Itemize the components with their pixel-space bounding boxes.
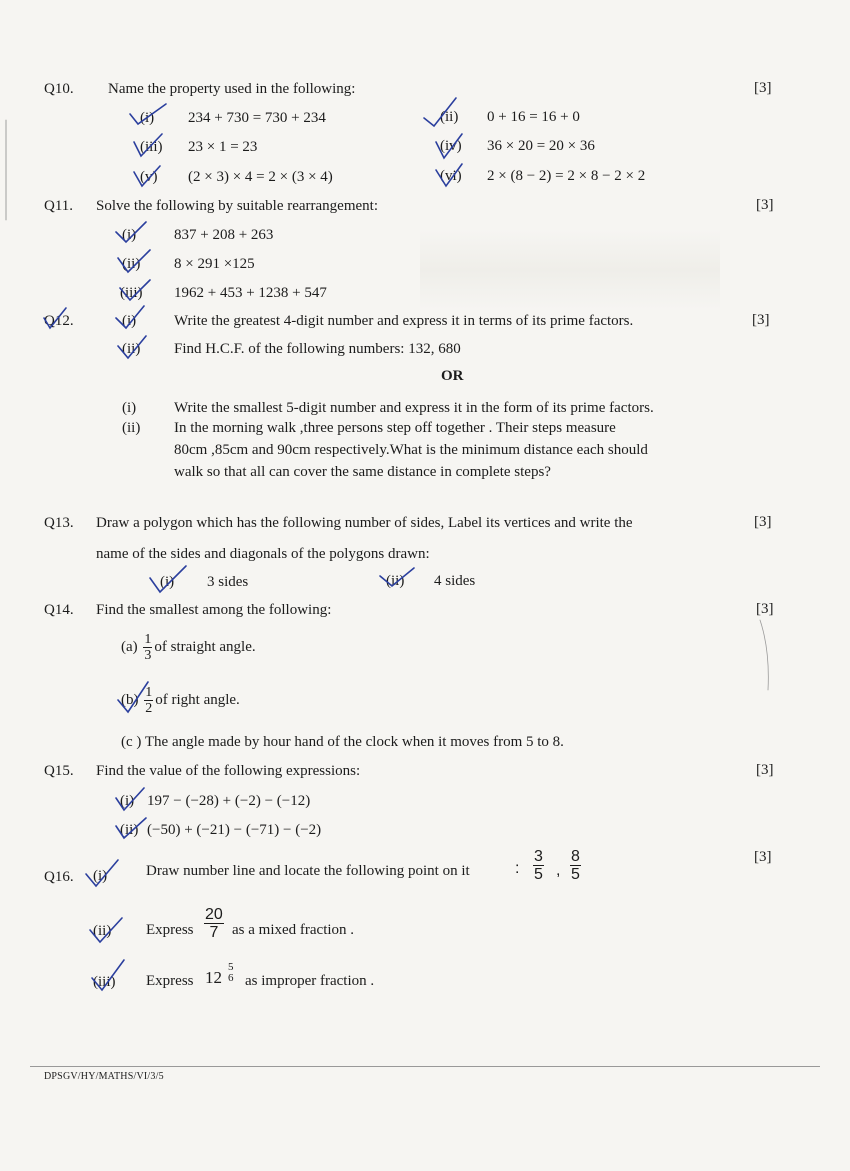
q12-alt-text: walk so that all can cover the same distance in complete steps?	[174, 464, 551, 480]
q13-prompt: name of the sides and diagonals of the polygons drawn:	[96, 546, 430, 562]
fraction-denominator: 6	[228, 972, 234, 984]
fraction-denominator: 5	[571, 866, 580, 883]
fraction	[144, 685, 153, 716]
q15-item-label: (ii)	[120, 822, 139, 838]
fraction-numerator: 1	[144, 632, 152, 648]
q16-ii-pre: Express	[146, 922, 194, 938]
footer-code: DPSGV/HY/MATHS/VI/3/5	[44, 1071, 164, 1082]
q12-alt-text: In the morning walk ,three persons step off together . Their steps measure	[174, 420, 616, 436]
fraction-numerator: 8	[571, 848, 580, 865]
fraction-denominator: 2	[145, 701, 153, 717]
q16-number: Q16.	[44, 869, 74, 885]
q10-item-label: (iv)	[440, 138, 462, 154]
q14-option-a	[121, 632, 256, 663]
q12-number: Q12.	[44, 313, 74, 329]
fraction-numerator: 20	[205, 906, 223, 923]
q13-item-text: 4 sides	[434, 573, 476, 589]
q10-prompt: Name the property used in the following:	[108, 81, 356, 97]
q11-item-label: (ii)	[122, 256, 141, 272]
q14-prompt: Find the smallest among the following:	[96, 602, 332, 618]
q13-item-label: (i)	[160, 574, 175, 590]
q14-marks: [3]	[756, 601, 774, 617]
q10-item-expr: 2 × (8 − 2) = 2 × 8 − 2 × 2	[487, 168, 646, 184]
q13-prompt: Draw a polygon which has the following number of sides, Label its vertices and write the	[96, 515, 633, 531]
q15-number: Q15.	[44, 763, 74, 779]
fraction	[204, 906, 224, 941]
q10-item-expr: 234 + 730 = 730 + 234	[188, 110, 326, 126]
q11-item-expr: 8 × 291 ×125	[174, 256, 255, 272]
fraction	[143, 632, 152, 663]
q15-marks: [3]	[756, 762, 774, 778]
q13-item-label: (ii)	[386, 573, 405, 589]
fraction	[533, 848, 544, 883]
q16-iii-pre: Express	[146, 973, 194, 989]
q10-item-label: (i)	[140, 110, 155, 126]
q14-a-text: of straight angle.	[154, 639, 256, 655]
q12-alt-text: Write the smallest 5-digit number and express it in the form of its prime factors.	[174, 400, 654, 416]
q10-item-expr: (2 × 3) × 4 = 2 × (3 × 4)	[188, 169, 333, 185]
q10-item-expr: 23 × 1 = 23	[188, 139, 258, 155]
q16-i-label: (i)	[93, 868, 108, 884]
q11-prompt: Solve the following by suitable rearrangement:	[96, 198, 379, 214]
q13-item-text: 3 sides	[207, 574, 249, 590]
q13-marks: [3]	[754, 514, 772, 530]
q10-item-expr: 0 + 16 = 16 + 0	[487, 109, 580, 125]
q11-item-expr: 837 + 208 + 263	[174, 227, 274, 243]
q15-prompt: Find the value of the following expressions:	[96, 763, 361, 779]
or-separator: OR	[441, 368, 464, 384]
q16-iii-label: (iii)	[93, 974, 116, 990]
q16-colon: :	[515, 860, 520, 877]
q12-item-label: (i)	[122, 313, 137, 329]
q10-item-label: (ii)	[440, 109, 459, 125]
bleed-through-area	[420, 230, 720, 310]
q12-item-label: (ii)	[122, 341, 141, 357]
q16-comma: ,	[556, 862, 561, 879]
q11-item-expr: 1962 + 453 + 1238 + 547	[174, 285, 327, 301]
fraction	[227, 962, 235, 984]
q10-item-label: (vi)	[440, 168, 462, 184]
q12-item-text: Write the greatest 4-digit number and express it in terms of its prime factors.	[174, 313, 634, 329]
fraction-numerator: 5	[228, 961, 234, 973]
q10-item-label: (v)	[140, 169, 158, 185]
q14-option-c: (c ) The angle made by hour hand of the clock when it moves from 5 to 8.	[121, 734, 564, 750]
fraction-denominator: 5	[534, 866, 543, 883]
q16-iii-post: as improper fraction .	[245, 973, 375, 989]
q10-item-label: (iii)	[140, 139, 163, 155]
q16-ii-post: as a mixed fraction .	[232, 922, 355, 938]
fraction-denominator: 3	[144, 648, 152, 664]
q13-number: Q13.	[44, 515, 74, 531]
q12-alt-label: (ii)	[122, 420, 141, 436]
fraction	[570, 848, 581, 883]
q12-alt-text: 80cm ,85cm and 90cm respectively.What is the minimum distance each should	[174, 442, 648, 458]
q16-marks: [3]	[754, 849, 772, 865]
q11-number: Q11.	[44, 198, 74, 214]
fraction-numerator: 3	[534, 848, 543, 865]
q15-item-label: (i)	[120, 793, 135, 809]
q10-marks: [3]	[754, 80, 772, 96]
q16-iii-whole: 12	[205, 968, 222, 987]
q14-b-label: (b)	[121, 692, 139, 708]
q16-ii-label: (ii)	[93, 923, 112, 939]
fraction-numerator: 1	[145, 685, 153, 701]
footer-rule	[30, 1066, 820, 1067]
q14-number: Q14.	[44, 602, 74, 618]
paper-edge	[760, 620, 768, 690]
q12-marks: [3]	[752, 312, 770, 328]
q11-item-label: (iii)	[120, 285, 143, 301]
q10-number: Q10.	[44, 81, 74, 97]
q14-option-b	[121, 685, 240, 716]
q11-marks: [3]	[756, 197, 774, 213]
fraction-denominator: 7	[209, 924, 219, 941]
q12-alt-label: (i)	[122, 400, 137, 416]
q15-item-expr: 197 − (−28) + (−2) − (−12)	[147, 793, 311, 809]
q12-item-text: Find H.C.F. of the following numbers: 132, 680	[174, 341, 461, 357]
q15-item-expr: (−50) + (−21) − (−71) − (−2)	[147, 822, 322, 838]
q11-item-label: (i)	[122, 227, 137, 243]
q16-i-text: Draw number line and locate the following point on it	[146, 863, 470, 879]
q14-a-label: (a)	[121, 639, 138, 655]
q14-b-text: of right angle.	[155, 692, 240, 708]
q10-item-expr: 36 × 20 = 20 × 36	[487, 138, 595, 154]
